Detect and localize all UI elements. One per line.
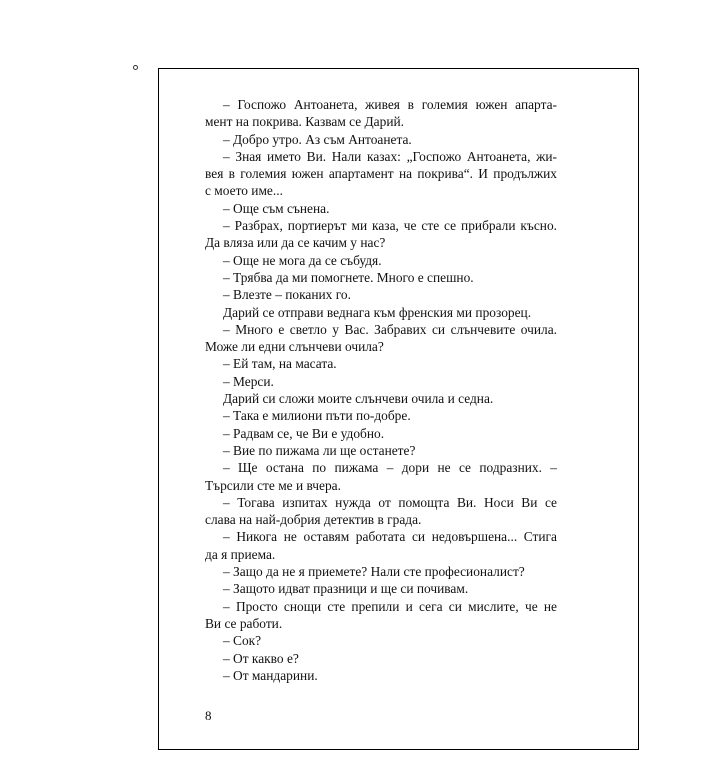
text-line: – Просто снощи сте препили и сега си мислите, че не	[223, 598, 557, 614]
text-line: – Госпожо Антоанета, живея в големия южен апарта-	[223, 97, 557, 112]
text-line: – Ще остана по пижама – дори не се подразних. –	[223, 460, 557, 476]
text-line: – Радвам се, че Ви е удобно.	[223, 425, 385, 441]
text-line: – Още не мога да се събудя.	[223, 252, 382, 268]
text-line: – Защото идват празници и ще си почивам.	[223, 581, 469, 597]
text-line: мент на покрива. Казвам се Дарий.	[205, 114, 405, 130]
text-line: – От какво е?	[223, 650, 299, 666]
text-line: – Разбрах, портиерът ми каза, че сте се прибрали късно.	[223, 218, 557, 234]
text-line: – Никога не оставям работата си недовършена... Стига	[223, 529, 557, 545]
corner-mark	[133, 65, 138, 70]
text-line: – Сок?	[223, 633, 262, 649]
page-body-text	[205, 96, 557, 684]
text-line: – Още съм сънена.	[223, 200, 330, 216]
text-line: – Влезте – поканих го.	[223, 287, 351, 303]
text-line: – Много е светло у Вас. Забравих си слънчевите очила.	[223, 321, 557, 337]
text-line: – Така е милиони пъти по-добре.	[223, 408, 411, 424]
text-line: Може ли едни слънчеви очила?	[205, 339, 384, 355]
text-line: – Тогава изпитах нужда от помощта Ви. Носи Ви се	[223, 494, 557, 510]
text-line: Търсили сте ме и вчера.	[205, 477, 341, 493]
text-line: – Ей там, на масата.	[223, 356, 337, 372]
text-line: – Защо да не я приемете? Нали сте професионалист?	[223, 564, 525, 580]
text-line: – Вие по пижама ли ще останете?	[223, 442, 416, 458]
text-line: – Зная името Ви. Нали казах: „Госпожо Антоанета, жи-	[223, 148, 557, 164]
text-line: – Добро утро. Аз съм Антоанета.	[223, 131, 412, 147]
text-line: слава на най-добрия детектив в града.	[205, 512, 422, 528]
text-line: – От мандарини.	[223, 667, 318, 683]
text-line: Да вляза или да се качим у нас?	[205, 235, 386, 251]
text-line: Дарий си сложи моите слънчеви очила и седна.	[223, 391, 494, 407]
text-line: – Мерси.	[223, 373, 274, 389]
page-number: 8	[205, 708, 212, 723]
text-line: вея в големия южен апартамент на покрива“. И продължих	[205, 166, 557, 182]
text-line: – Трябва да ми помогнете. Много е спешно.	[223, 269, 474, 285]
text-line: да я приема.	[205, 546, 276, 562]
text-line: с моето име...	[205, 183, 283, 199]
book-page	[158, 68, 639, 750]
text-line: Дарий се отправи веднага към френския ми прозорец.	[223, 304, 532, 320]
text-line: Ви се работи.	[205, 615, 283, 631]
